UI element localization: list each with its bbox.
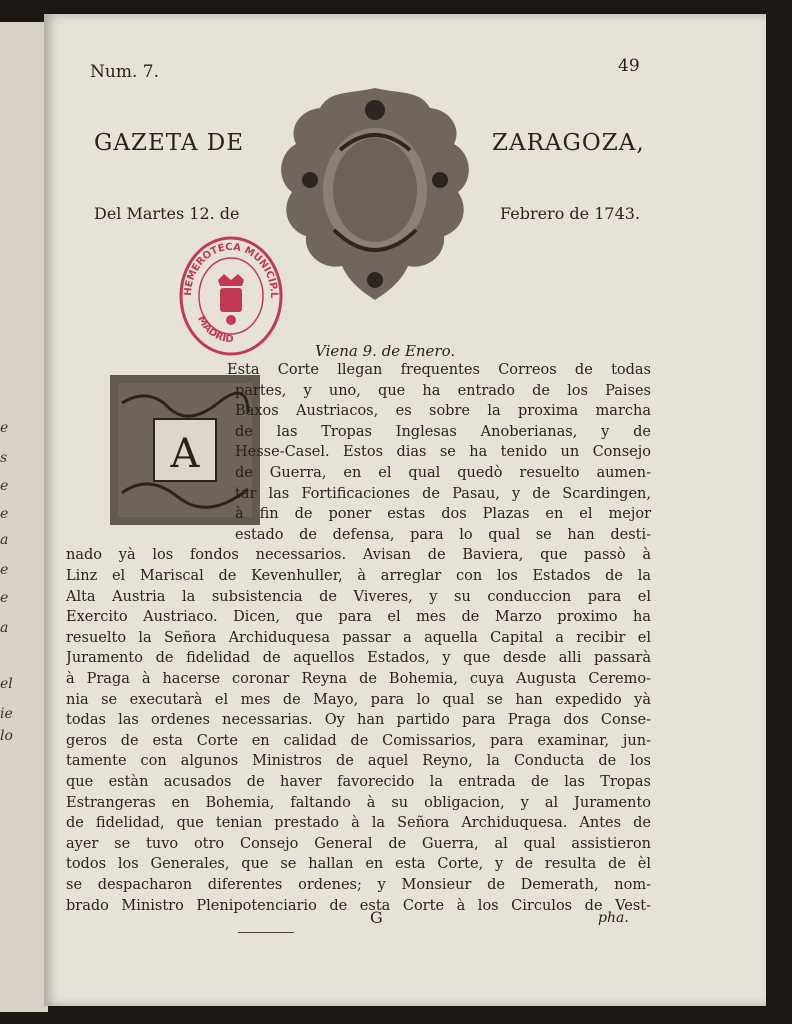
article-line: brado Ministro Plenipotenciario de esta Corte à los Circulos de Vest- bbox=[66, 897, 651, 914]
facing-page-fragment: el bbox=[0, 676, 13, 692]
footer-rule bbox=[238, 932, 294, 933]
article-line: Hesse-Casel. Estos dias se ha tenido un Consejo bbox=[235, 444, 651, 461]
coat-of-arms-crest bbox=[270, 80, 480, 304]
facing-page-fragment: ie bbox=[0, 706, 13, 722]
title-left: GAZETA DE bbox=[94, 130, 244, 156]
facing-page-fragment: s bbox=[0, 450, 8, 466]
article-line: estado de defensa, para lo qual se han desti- bbox=[235, 526, 651, 543]
facing-page-text bbox=[0, 22, 20, 1012]
facing-page-fragment: a bbox=[0, 620, 9, 636]
facing-page-fragment: lo bbox=[0, 728, 13, 744]
article-line: à fin de poner estas dos Plazas en el mejor bbox=[235, 506, 651, 523]
article-line: nado yà los fondos necessarios. Avisan de Baviera, que passò à bbox=[66, 547, 651, 564]
article-line: à Praga à hacerse coronar Reyna de Bohemia, cuya Augusta Ceremo- bbox=[66, 671, 651, 687]
article-line: tar las Fortificaciones de Pasau, y de Scardingen, bbox=[235, 485, 651, 502]
article-line: resuelto la Señora Archiduquesa passar a aquella Capital a recibir el bbox=[66, 629, 651, 646]
date-right: Febrero de 1743. bbox=[500, 204, 641, 223]
stamp-text-bottom: MADRID bbox=[195, 314, 234, 346]
article-line: que estàn acusados de haver favorecido la entrada de las Tropas bbox=[66, 774, 651, 790]
article-line: tamente con algunos Ministros de aquel Reyno, la Conducta de los bbox=[66, 753, 651, 770]
article-line: Juramento de fidelidad de aquellos Estados, y que desde alli passarà bbox=[66, 650, 651, 667]
article-line: Baxos Austriacos, es sobre la proxima marcha bbox=[235, 403, 651, 420]
catchword: pha. bbox=[598, 910, 629, 926]
facing-page-fragment: e bbox=[0, 506, 9, 522]
article-line: de fidelidad, que tenian prestado à la Señora Archiduquesa. Antes de bbox=[66, 815, 651, 832]
article-line: se despacharon diferentes ordenes; y Monsieur de Demerath, nom- bbox=[66, 877, 651, 893]
article-line: Exercito Austriaco. Dicen, que para el mes de Marzo proximo ha bbox=[66, 609, 651, 626]
article-line: Estrangeras en Bohemia, faltando à su obligacion, y al Juramento bbox=[66, 794, 651, 811]
article-line: ayer se tuvo otro Consejo General de Guerra, al qual assistieron bbox=[66, 835, 651, 852]
dropcap-letter: A bbox=[170, 431, 200, 477]
article-line: nia se executarà el mes de Mayo, para lo qual se han expedido yà bbox=[66, 691, 651, 708]
page-number: 49 bbox=[618, 56, 640, 76]
date-left: Del Martes 12. de bbox=[94, 204, 240, 223]
article-line: todos los Generales, que se hallan en esta Corte, y de resulta de èl bbox=[66, 856, 651, 873]
article-line: geros de esta Corte en calidad de Comissarios, para examinar, jun- bbox=[66, 732, 651, 749]
facing-page-fragment: e bbox=[0, 478, 9, 494]
facing-page-fragment: e bbox=[0, 420, 9, 436]
article-line: Esta Corte llegan frequentes Correos de todas bbox=[227, 362, 651, 378]
facing-page-fragment: a bbox=[0, 532, 9, 548]
signature-mark: G bbox=[370, 908, 383, 927]
article-line: Alta Austria la subsistencia de Viveres, y su conduccion para el bbox=[66, 588, 651, 605]
library-stamp bbox=[176, 234, 286, 358]
stamp-text-top: HEMEROTECA MUNICIP.L bbox=[182, 241, 280, 299]
title-right: ZARAGOZA, bbox=[492, 130, 645, 156]
facing-page-fragment: e bbox=[0, 562, 9, 578]
issue-number: Num. 7. bbox=[90, 62, 159, 82]
article-line: partes, y uno, que ha entrado de los Paises bbox=[235, 382, 651, 399]
article-line: de Guerra, en el qual quedò resuelto aumen- bbox=[235, 465, 651, 481]
article-line: Linz el Mariscal de Kevenhuller, à arreglar con los Estados de la bbox=[66, 568, 651, 584]
newspaper-page bbox=[44, 14, 766, 1006]
article-line: todas las ordenes necessarias. Oy han partido para Praga dos Conse- bbox=[66, 712, 651, 729]
article-line: de las Tropas Inglesas Anoberianas, y de bbox=[235, 423, 651, 440]
facing-page-fragment: e bbox=[0, 590, 9, 606]
dateline: Viena 9. de Enero. bbox=[315, 342, 456, 360]
